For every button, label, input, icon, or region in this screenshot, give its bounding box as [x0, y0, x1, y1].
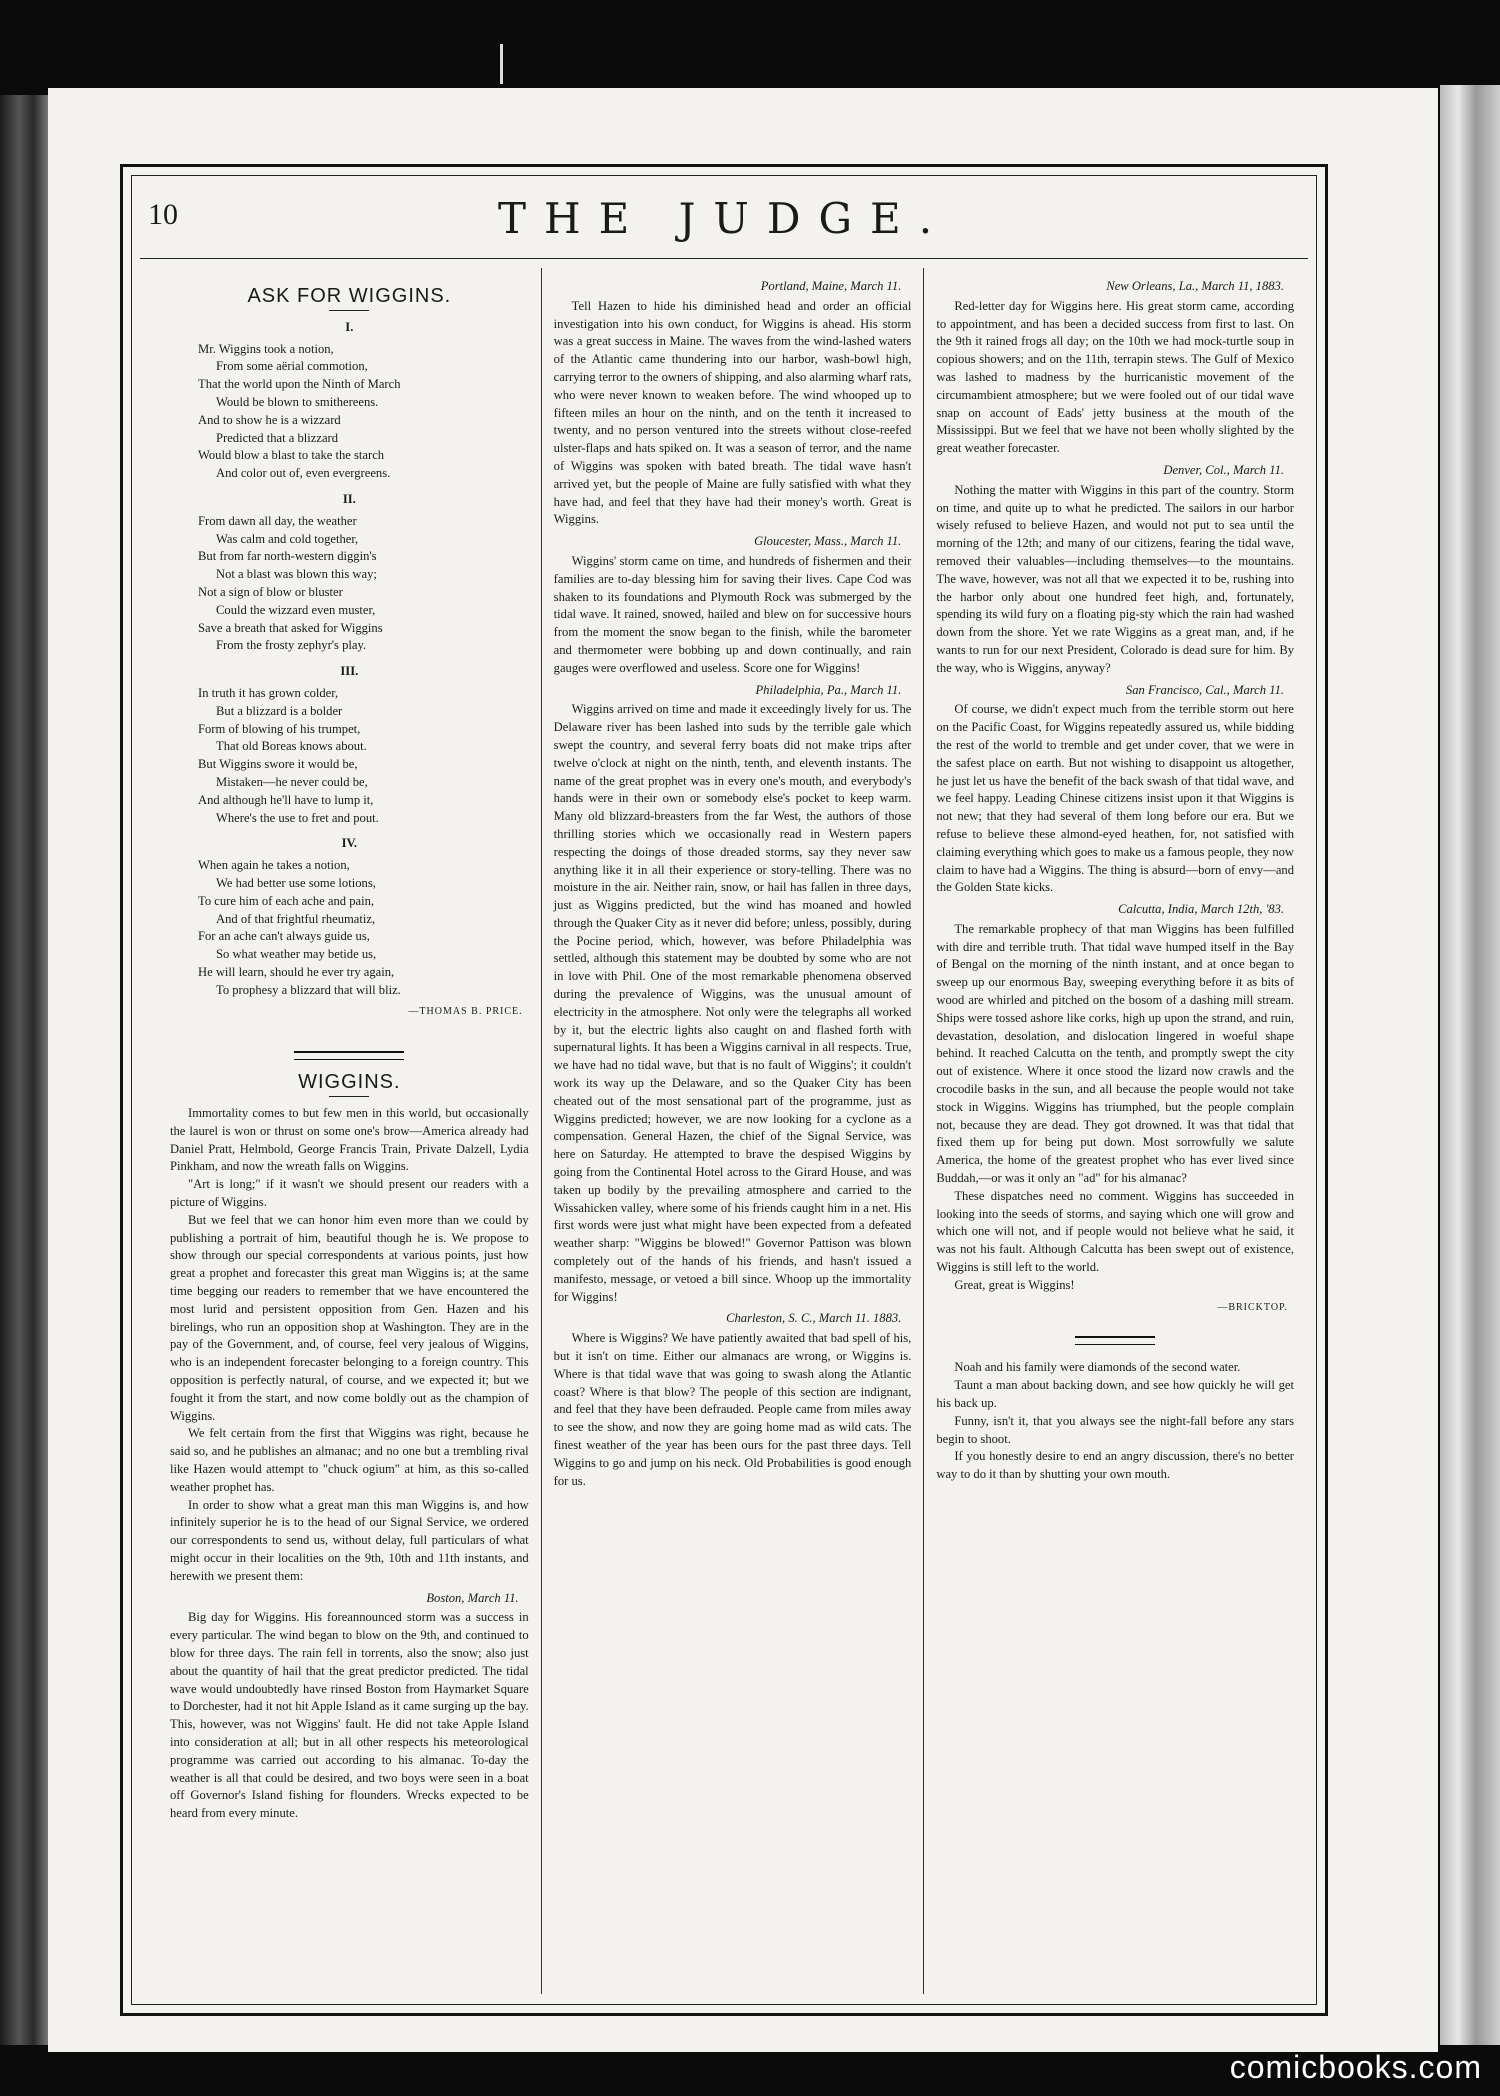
poem-line: Was calm and cold together,: [216, 531, 359, 546]
report-dateline: Boston, March 11.: [426, 1590, 519, 1605]
poem-line: To cure him of each ache and pain,: [198, 893, 375, 908]
page-frame-inner: [131, 175, 1317, 2005]
report-text: Tell Hazen to hide his diminished head and order an official investigation into his own conduct, for Wiggins is ahead. His storm was a great success in Maine. The waves from the wind-lashed waters of the Atlantic came thundering into our harbor, wash-bowl high, carrying terror to the owners of shipping, and also alarming wharf rats, who were never known to weaken before. The wind whooped up to fifteen miles an hour on the ninth, and on the tenth it increased to twenty, and no person ventured into the streets without close-reefed ulster-flaps and hats spiked on. It was a season of terror, and the name of Wiggins was spoken with bated breath. The tidal wave hasn't arrived yet, but the people of Maine are fully satisfied with what they have had, and feel that they have had their money's worth. Great is Wiggins.: [553, 298, 912, 527]
report-dateline: San Francisco, Cal., March 11.: [1125, 682, 1285, 697]
stanza-number: I.: [345, 319, 354, 334]
column-1: [158, 268, 541, 1994]
columns: [158, 268, 1306, 1994]
article-paragraph: Immortality comes to but few men in this world, but occasionally the laurel is won or thrust on some one's brow—America already had Daniel Pratt, Helmbold, George Francis Train, Private Dalzell, Lydia Pinkham, and now the wreath falls on Wiggins.: [170, 1106, 529, 1174]
article-paragraph: We felt certain from the first that Wiggins was right, because he said so, and he publishes an almanac; and no one but a trembling rival like Hazen would attempt to "chuck ogium" at him, as this so-called weather prophet has.: [170, 1426, 529, 1494]
report-text: Nothing the matter with Wiggins in this part of the country. Storm on time, and quite up to what he predicted. The sailors in our harbor wisely refused to believe Hazen, and would not put to sea until the morning of the 12th; and many of our citizens, fearing the tidal wave, removed their valuables—including themselves—to the mountains. The wave, however, was not all that we expected it to be, rushing into the harbor only about one hundred feet high, and, fortunately, spending its wild fury on a floating pig-sty which the rain had washed down from the shore. Yet we rate Wiggins as a great man, and, if he wants to run for our next President, Colorado is dead sure for him. By the way, who is Wiggins, anyway?: [936, 482, 1295, 675]
poem-line: But a blizzard is a bolder: [216, 703, 343, 718]
scan-mark: [500, 44, 503, 84]
poem-line: Not a sign of blow or bluster: [198, 584, 343, 599]
stanza-number: II.: [342, 491, 356, 506]
report-text: Red-letter day for Wiggins here. His great storm came, according to appointment, and has been a decided success from first to last. On the 9th it rained frogs all day; on the 10th we had mock-turtle soup in copious showers; and on the 11th, terrapin stews. The Gulf of Mexico was lashed to madness by the hurricanistic movement of the circumambient atmosphere; but we were fooled out of our tidal wave snap on account of Eads' jetty business at the mouth of the Mississippi. But we feel that we have not been wholly slighted by the great weather forecaster.: [936, 298, 1295, 456]
report-text: Big day for Wiggins. His foreannounced storm was a success in every particular. The wind began to blow on the 9th, and continued to blow for three days. The rain fell in torrents, also the snow; also just about the quantity of hail that the great predictor predicted. The tidal wave would undoubtedly have rinsed Boston from Haymarket Square to Dorchester, had it not hit Apple Island as it came surging up the bay. This, however, was not Wiggins' fault. He did not take Apple Island into consideration at all; but in all other respects his meteorological programme was carried out according to his almanac. To-day the weather is all that could be desired, and two boys were seen in a boat off Governor's Island fishing for flounders. Wrecks expected to be heard from every minute.: [170, 1610, 529, 1821]
report-text: Wiggins arrived on time and made it exceedingly lively for us. The Delaware river has been lashed into suds by the terrible gale which swept the country, and several ferry boats did not make trips after twelve o'clock at night on the ninth, tenth, and eleventh instants. The name of the great prophet was in every one's mouth, and everybody's hands were in their own or somebody else's pocket to keep warm. Many old blizzard-breasters from the far West, the authors of those thrilling stories which we occasionally read in Western papers respecting the doings of those dreaded storms, say they never saw anything like it in all their experience or story-telling. There was no moisture in the air. Neither rain, snow, or hail has fallen in three days, just as Wiggins predicted, but the wind has moaned and howled through the Quaker City as it never did before; unless, possibly, during the Pocine period, which, however, was before Philadelphia was settled, although this statement may be doubted by some who are not in love with Phil. One of the most remarkable phenomena observed during the prevalence of Wiggins, was the unusual amount of electricity in the atmosphere. Not only were the telegraphs all worked by it, but the electric lights also caught on and flashed forth with supernatural lights. It has been a Wiggins carnival in all respects. True, we have had no tidal wave, but that is no fault of Wiggins'; it couldn't work its way up the Delaware, and so the Quaker City has been cheated out of the most sensational part of the programme, just as Wiggins predicted; however, we are now looking for a cyclone as a compensation. General Hazen, the chief of the Signal Service, was here on Saturday. He attempted to brave the despised Wiggins by going from the Continental Hotel across to the Girard House, and was taken up bodily by the prevailing atmosphere and carried to the Wissahicken valley, where some of his friends caught him in a net. His first words were just what might have been expected from a defeated weather sharp: "Wiggins be blowed!" Governor Pattison was blown completely out of the hands of his friends, and hasn't issued a manifesto, message, or vetoed a bill since. Whoop up the immortality for Wiggins!: [553, 702, 912, 1304]
report-text: The remarkable prophecy of that man Wiggins has been fulfilled with dire and terrible truth. That tidal wave humped itself in the Bay of Bengal on the morning of the ninth instant, and at once began to sweep up our enormous Bay, sweeping everything before it as bits of wood are whirled and pitched on the bosom of a dashing mill stream. Ships were tossed ashore like corks, high up upon the strand, and ruin, devastation, desolation, and dislocation lingered in woeful shape behind. It reached Calcutta on the tenth, and promptly swept the city out of existence. Where it once stood the lizard now crawls and the crocodile basks in the sun, and all because the people would not take stock in Wiggins. Wiggins has triumphed, but the people complain not, because they are dead. They got drowned. It was that tidal that fixed them up for being put down. Most sorrowfully we salute America, the home of the greatest prophet who has ever lived since Buddah,—or was it only an "ad" for his almanac?: [936, 921, 1295, 1186]
scan-left-edge: [0, 95, 48, 2045]
page-number: 10: [148, 198, 178, 231]
poem-line: Not a blast was blown this way;: [216, 567, 377, 582]
poem-line: Predicted that a blizzard: [216, 430, 339, 445]
report-dateline: Philadelphia, Pa., March 11.: [755, 682, 902, 697]
poem-line: Would blow a blast to take the starch: [198, 448, 385, 463]
closing-paragraph: These dispatches need no comment. Wiggins has succeeded in looking into the seeds of storms, and saying which one will grow and which one will not, and if people would not believe what he said, it was not his fault. Although Calcutta has been swept out of existence, Wiggins is still left to the world.: [936, 1188, 1295, 1275]
poem-title-rule: [329, 310, 369, 311]
poem-line: He will learn, should he ever try again,: [198, 964, 395, 979]
masthead-rule: [140, 258, 1308, 259]
report-text: Wiggins' storm came on time, and hundreds of fishermen and their families are to-day blessing him for saving their lives. Cape Cod was shaken to its foundations and Plymouth Rock was submerged by the tidal wave. It rained, snowed, hailed and blew on for successive hours from the moment the snow began to the finish, while the barometer and thermometer were bobbing up and down continually, and rain gauges were overflowed and useless. Score one for Wiggins!: [553, 553, 912, 675]
poem-line: Could the wizzard even muster,: [216, 602, 376, 617]
stanza-number: IV.: [341, 836, 358, 851]
section-divider: [294, 1051, 404, 1060]
report-dateline: Charleston, S. C., March 11. 1883.: [726, 1311, 902, 1326]
watermark: comicbooks.com: [1229, 2049, 1482, 2085]
poem-line: Save a breath that asked for Wiggins: [198, 620, 383, 635]
short-item: Noah and his family were diamonds of the second water.: [954, 1360, 1241, 1375]
report-dateline: Denver, Col., March 11.: [1163, 462, 1285, 477]
poem-line: But from far north-western diggin's: [198, 549, 377, 564]
masthead: THE JUDGE.: [497, 194, 951, 243]
scan-right-edge: [1440, 85, 1500, 2045]
short-items-divider: [1075, 1336, 1155, 1345]
stanza-number: III.: [340, 664, 359, 679]
poem-title: ASK FOR WIGGINS.: [247, 285, 452, 307]
report-text: Where is Wiggins? We have patiently awaited that bad spell of his, but it isn't on time. Either our almanacs are wrong, or Wiggins is. Where is that tidal wave that was going to swash along the Atlantic coast? Where is that blow? The people of this section are indignant, and feel that they have been defrauded. People came from miles away to see the show, and now they are going home mad as wild cats. The finest weather of the year has been ours for the past three days. Tell Wiggins to go and jump on his neck. Old Probabilities is good enough for us.: [553, 1331, 912, 1488]
poem-line: In truth it has grown colder,: [198, 685, 339, 700]
poem-line: From the frosty zephyr's play.: [216, 638, 367, 653]
report-dateline: Portland, Maine, March 11.: [760, 279, 902, 293]
short-item: If you honestly desire to end an angry discussion, there's no better way to do it than by shutting your own mouth.: [936, 1449, 1295, 1482]
poem-line: We had better use some lotions,: [216, 875, 376, 890]
report-dateline: Calcutta, India, March 12th, '83.: [1118, 902, 1285, 917]
poem-line: But Wiggins swore it would be,: [198, 757, 358, 772]
column-2: [541, 268, 924, 1994]
poem-line: And although he'll have to lump it,: [198, 792, 374, 807]
report-text: Of course, we didn't expect much from the terrible storm out here on the Pacific Coast, for Wiggins repeatedly assured us, while bidding the rest of the world to tremble and get under cover, that we were in the safest place on earth. But not wishing to disappoint us altogether, he just let us have the benefit of the back swash of that tidal wave, and we feel happy. Leading Chinese citizens insist upon it that Wiggins is not new; that they had several of them long before our era. But we refuse to believe these almond-eyed heathen, for, not satisfied with claiming everything which goes to make us a famous people, they now claim to have had a Wiggins. The thing is absurd—born of envy—and the Golden State kicks.: [936, 702, 1295, 895]
article-title-rule: [329, 1096, 369, 1097]
article-paragraph: In order to show what a great man this man Wiggins is, and how infinitely superior he is to the head of our Signal Service, we ordered our correspondents to send us, without delay, full particulars of what might occur in their localities on the 9th, 10th and 11th instants, and herewith we present them:: [170, 1497, 529, 1583]
article-paragraph: "Art is long;" if it wasn't we should present our readers with a picture of Wiggins.: [170, 1177, 529, 1210]
article-title: WIGGINS.: [298, 1071, 401, 1094]
page-frame: [120, 164, 1328, 2016]
poem-line: That old Boreas knows about.: [216, 739, 367, 754]
poem-line: And color out of, even evergreens.: [216, 466, 391, 481]
poem-line: Would be blown to smithereens.: [216, 394, 379, 409]
column-3: [923, 268, 1306, 1994]
poem-line: To prophesy a blizzard that will bliz.: [216, 982, 401, 997]
poem-line: And of that frightful rheumatiz,: [216, 911, 376, 926]
poem-line: For an ache can't always guide us,: [198, 929, 370, 944]
poem-line: From dawn all day, the weather: [198, 513, 357, 528]
poem-line: From some aërial commotion,: [216, 359, 368, 374]
poem-line: When again he takes a notion,: [198, 858, 350, 873]
short-item: Funny, isn't it, that you always see the night-fall before any stars begin to shoot.: [936, 1413, 1295, 1446]
poem-line: So what weather may betide us,: [216, 947, 377, 962]
report-dateline: New Orleans, La., March 11, 1883.: [1106, 279, 1285, 293]
poem-line: Where's the use to fret and pout.: [216, 810, 379, 825]
closing-paragraph: Great, great is Wiggins!: [954, 1277, 1075, 1292]
poem-author: —THOMAS B. PRICE.: [408, 1006, 523, 1018]
poem-line: That the world upon the Ninth of March: [198, 377, 401, 392]
article-paragraph: But we feel that we can honor him even more than we could by publishing a portrait of him, beautiful though he is. We propose to show through our special correspondents at various points, just how great a prophet and forecaster this great man Wiggins is; at the same time begging our readers to remember that we have encountered the most lurid and persistent opposition from Gen. Hazen and his birelings, who run an opposition shop at Washington. They are in the pay of the Government, and, of course, feel very jealous of Wiggins, who is an independent forecaster belonging to a foreign country. This opposition is perfectly natural, of course, and we expected it; but we fought it from the start, and now come boldly out as the champion of Wiggins.: [170, 1212, 529, 1423]
poem-line: And to show he is a wizzard: [198, 412, 341, 427]
poem-line: Form of blowing of his trumpet,: [198, 721, 361, 736]
poem-line: Mistaken—he never could be,: [216, 774, 368, 789]
short-item: Taunt a man about backing down, and see how quickly he will get his back up.: [936, 1378, 1295, 1411]
report-dateline: Gloucester, Mass., March 11.: [754, 534, 902, 549]
poem-line: Mr. Wiggins took a notion,: [198, 341, 334, 356]
article-author: —BRICKTOP.: [1217, 1301, 1289, 1313]
page-paper: [48, 88, 1438, 2052]
